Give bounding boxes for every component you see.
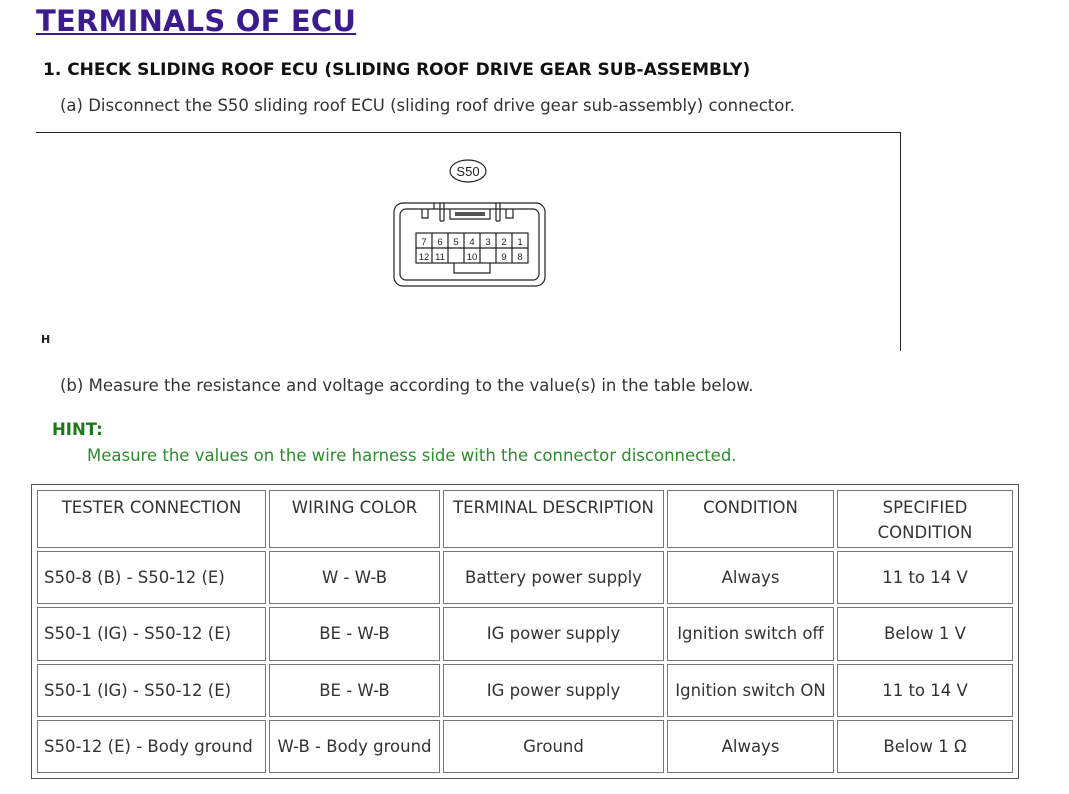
header-wiring-color: WIRING COLOR <box>269 490 440 548</box>
cell-specified-condition: 11 to 14 V <box>837 664 1013 717</box>
cell-terminal-description: IG power supply <box>443 607 664 660</box>
table-row <box>37 720 1013 773</box>
pin-label: 5 <box>453 237 459 248</box>
cell-tester-connection: S50-1 (IG) - S50-12 (E) <box>37 664 266 717</box>
spec-table <box>31 484 1019 779</box>
step-heading: 1. CHECK SLIDING ROOF ECU (SLIDING ROOF DRIVE GEAR SUB-ASSEMBLY) <box>43 60 751 80</box>
pin-label: 2 <box>501 237 507 248</box>
cell-wiring-color: BE - W-B <box>269 664 440 717</box>
table-header-row <box>37 490 1013 548</box>
cell-terminal-description: Ground <box>443 720 664 773</box>
table-row <box>37 607 1013 660</box>
pin-label: 12 <box>418 252 430 263</box>
cell-wiring-color: W-B - Body ground <box>269 720 440 773</box>
pin-label: 1 <box>517 237 523 248</box>
cell-condition: Ignition switch ON <box>667 664 834 717</box>
cell-wiring-color: BE - W-B <box>269 607 440 660</box>
cell-condition: Ignition switch off <box>667 607 834 660</box>
cell-tester-connection: S50-1 (IG) - S50-12 (E) <box>37 607 266 660</box>
cell-wiring-color: W - W-B <box>269 551 440 604</box>
header-tester-connection: TESTER CONNECTION <box>37 490 266 548</box>
page-title: TERMINALS OF ECU <box>36 4 357 38</box>
pin-label: 10 <box>466 252 478 263</box>
pin-label: 3 <box>485 237 491 248</box>
figure-id: H <box>41 333 51 346</box>
cell-tester-connection: S50-8 (B) - S50-12 (E) <box>37 551 266 604</box>
pin-label: 9 <box>501 252 507 263</box>
header-specified-condition: SPECIFIED CONDITION <box>837 490 1013 548</box>
cell-terminal-description: IG power supply <box>443 664 664 717</box>
connector-diagram <box>36 133 900 351</box>
cell-terminal-description: Battery power supply <box>443 551 664 604</box>
step-a-text: (a) Disconnect the S50 sliding roof ECU (sliding roof drive gear sub-assembly) connector. <box>60 96 795 115</box>
table-row <box>37 551 1013 604</box>
cell-tester-connection: S50-12 (E) - Body ground <box>37 720 266 773</box>
pin-label: 11 <box>435 252 445 263</box>
step-b-text: (b) Measure the resistance and voltage according to the value(s) in the table below. <box>60 376 754 395</box>
header-terminal-description: TERMINAL DESCRIPTION <box>443 490 664 548</box>
pin-label: 4 <box>469 237 475 248</box>
cell-specified-condition: Below 1 V <box>837 607 1013 660</box>
cell-specified-condition: 11 to 14 V <box>837 551 1013 604</box>
cell-specified-condition: Below 1 Ω <box>837 720 1013 773</box>
cell-condition: Always <box>667 720 834 773</box>
connector-label: S50 <box>456 164 480 179</box>
table-row <box>37 664 1013 717</box>
pin-label: 8 <box>517 252 523 263</box>
header-condition: CONDITION <box>667 490 834 548</box>
pin-label: 7 <box>421 237 427 248</box>
hint-label: HINT: <box>52 420 103 439</box>
hint-text: Measure the values on the wire harness side with the connector disconnected. <box>87 446 737 465</box>
connector-figure <box>36 132 901 351</box>
cell-condition: Always <box>667 551 834 604</box>
pin-label: 6 <box>437 237 443 248</box>
